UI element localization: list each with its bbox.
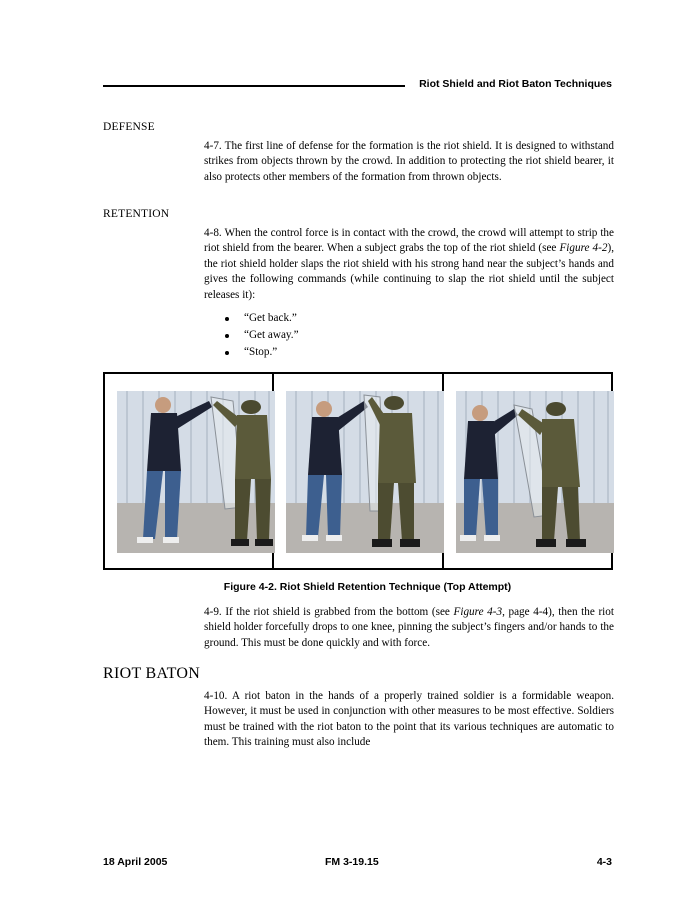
footer-manual-number: FM 3-19.15	[325, 856, 379, 868]
paragraph-4-10: 4-10. A riot baton in the hands of a properly trained soldier is a formidable weapon. However, it must be used in conjunction with other measures to be most effective. Soldiers must be trained with the riot baton to the point that its various techniques are automatic to them. This training must also include	[204, 690, 614, 749]
figure-reference: Figure 4-3	[453, 606, 503, 618]
paragraph-4-7: 4-7. The first line of defense for the formation is the riot shield. It is designed to withstand strikes from objects thrown by the crowd. In addition to protecting the riot shield bearer, it also protects other members of the formation from thrown objects.	[204, 140, 614, 183]
section-heading-defense: DEFENSE	[103, 121, 155, 133]
footer-date: 18 April 2005	[103, 856, 168, 868]
figure-photo-2	[274, 374, 443, 568]
section-heading-retention: RETENTION	[103, 208, 170, 220]
footer-page-number: 4-3	[596, 856, 612, 868]
list-item: “Get away.”	[222, 327, 299, 344]
figure-caption: Figure 4-2. Riot Shield Retention Technique (Top Attempt)	[223, 581, 512, 593]
figure-4-2	[103, 372, 613, 570]
photo-shield-grab-3	[456, 391, 614, 553]
header-rule	[103, 85, 405, 87]
section-heading-riot-baton: RIOT BATON	[103, 665, 201, 682]
figure-reference: Figure 4-2	[559, 242, 608, 255]
paragraph-4-8: 4-8. When the control force is in contact with the crowd, the crowd will attempt to strip the riot shield from the bearer. When a subject grabs the top of the riot shield (see Figure 4-2), the riot shield holder slaps the riot shield with his strong hand near the subject’s hands and gives the following commands (while continuing to slap the riot shield until the subject releases it):	[204, 227, 614, 301]
list-item: “Stop.”	[222, 344, 299, 361]
paragraph-4-9: 4-9. If the riot shield is grabbed from the bottom (see Figure 4-3, page 4-4), then the riot shield holder forcefully drops to one knee, pinning the subject’s fingers and/or hands to the ground. This must be done quickly and with force.	[204, 606, 614, 649]
list-item: “Get back.”	[222, 310, 299, 327]
photo-shield-grab-2	[286, 391, 444, 553]
running-header-title: Riot Shield and Riot Baton Techniques	[419, 78, 612, 90]
figure-photo-1	[105, 374, 274, 568]
figure-photo-3	[444, 374, 611, 568]
command-list	[222, 310, 299, 361]
photo-shield-grab-1	[117, 391, 275, 553]
